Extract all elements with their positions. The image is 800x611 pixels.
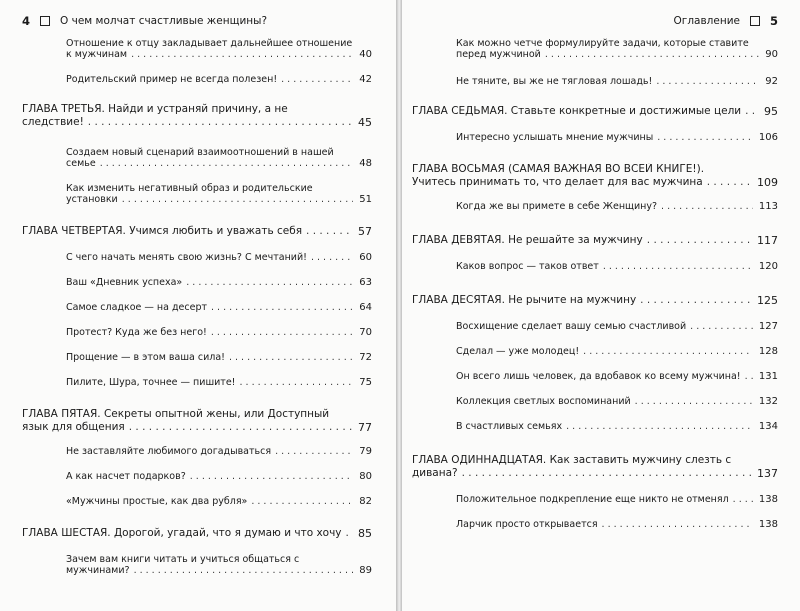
toc-entry-page-number: 63 <box>359 277 372 288</box>
toc-entry-title: ГЛАВА СЕДЬМАЯ. Ставьте конкретные и достижимые цели . . . <box>412 105 758 118</box>
toc-section-entry <box>22 38 372 60</box>
toc-entry-title: Восхищение сделает вашу семью счастливой . . . <box>456 321 753 332</box>
toc-entry-title: ГЛАВА ДЕСЯТАЯ. Не рычите на мужчину . . . <box>412 294 751 307</box>
toc-section-entry <box>22 327 372 338</box>
toc-section-entry <box>412 261 778 272</box>
toc-entry-page-number: 48 <box>359 158 372 169</box>
toc-entry-title: В счастливых семьях . . . <box>456 421 753 432</box>
toc-entry-title: Не заставляйте любимого догадываться . . . <box>66 446 353 457</box>
toc-entry-page-number: 40 <box>359 49 372 60</box>
toc-entry-page-number: 70 <box>359 327 372 338</box>
toc-entry-page-number: 89 <box>359 565 372 576</box>
toc-section-entry <box>412 421 778 432</box>
toc-section-entry <box>22 554 372 576</box>
toc-section-entry <box>22 377 372 388</box>
toc-entry-page-number: 77 <box>358 421 372 434</box>
toc-chapter-entry <box>412 454 778 480</box>
toc-entry-title: Создаем новый сценарий взаимоотношений в нашей семье . . . <box>66 147 353 169</box>
toc-entry-page-number: 117 <box>757 234 778 247</box>
toc-section-entry <box>22 74 372 85</box>
toc-section-entry <box>22 252 372 263</box>
toc-chapter-entry <box>412 163 778 189</box>
toc-entry-page-number: 127 <box>758 321 778 332</box>
square-ornament-icon <box>40 16 50 26</box>
toc-entry-page-number: 138 <box>758 494 778 505</box>
left-toc-list <box>22 38 372 576</box>
toc-entry-title: А как насчет подарков? . . . <box>66 471 353 482</box>
toc-entry-title: Он всего лишь человек, да вдобавок ко всему мужчина! . . . <box>456 371 753 382</box>
toc-entry-page-number: 85 <box>358 527 372 540</box>
toc-entry-page-number: 90 <box>765 49 778 60</box>
right-running-title: Оглавление <box>673 15 740 27</box>
toc-entry-title: Каков вопрос — таков ответ . . . <box>456 261 753 272</box>
toc-entry-page-number: 82 <box>359 496 372 507</box>
toc-section-entry <box>412 396 778 407</box>
toc-entry-page-number: 45 <box>358 116 372 129</box>
left-page-header <box>22 10 372 32</box>
toc-entry-title: С чего начать менять свою жизнь? С мечтаний! . . . <box>66 252 353 263</box>
toc-entry-page-number: 113 <box>758 201 778 212</box>
toc-entry-title: ГЛАВА ШЕСТАЯ. Дорогой, угадай, что я думаю и что хочу . . . <box>22 527 352 540</box>
toc-section-entry <box>22 147 372 169</box>
toc-entry-title: ГЛАВА ТРЕТЬЯ. Найди и устраняй причину, а не следствие! . . . <box>22 103 352 129</box>
toc-chapter-entry <box>22 103 372 129</box>
toc-section-entry <box>412 321 778 332</box>
right-toc-list <box>412 38 778 530</box>
toc-section-entry <box>22 496 372 507</box>
toc-entry-page-number: 125 <box>757 294 778 307</box>
toc-chapter-entry <box>22 225 372 238</box>
toc-entry-title: Как можно четче формулируйте задачи, которые ставите перед мужчиной . . . <box>456 38 759 60</box>
right-page-header <box>412 10 778 32</box>
left-page <box>0 0 398 611</box>
toc-entry-page-number: 134 <box>758 421 778 432</box>
toc-section-entry <box>22 471 372 482</box>
toc-entry-title: ГЛАВА ЧЕТВЕРТАЯ. Учимся любить и уважать себя . . . <box>22 225 352 238</box>
toc-entry-page-number: 75 <box>359 377 372 388</box>
toc-entry-page-number: 42 <box>359 74 372 85</box>
left-running-title: О чем молчат счастливые женщины? <box>60 15 268 27</box>
toc-entry-title: Интересно услышать мнение мужчины . . . <box>456 132 753 143</box>
toc-entry-page-number: 106 <box>758 132 778 143</box>
toc-entry-title: ГЛАВА ПЯТАЯ. Секреты опытной жены, или Доступный язык для общения . . . <box>22 408 352 434</box>
toc-entry-title: ГЛАВА ВОСЬМАЯ (САМАЯ ВАЖНАЯ ВО ВСЕЙ КНИГЕ!). Учитесь принимать то, что делает для вас мужчина . . . <box>412 163 751 189</box>
toc-entry-title: «Мужчины простые, как два рубля» . . . <box>66 496 353 507</box>
toc-entry-page-number: 51 <box>359 194 372 205</box>
toc-chapter-entry <box>412 105 778 118</box>
toc-section-entry <box>412 494 778 505</box>
toc-section-entry <box>412 201 778 212</box>
toc-entry-title: Зачем вам книги читать и учиться общаться с мужчинами? . . . <box>66 554 353 576</box>
toc-entry-page-number: 137 <box>757 467 778 480</box>
toc-entry-page-number: 79 <box>359 446 372 457</box>
toc-entry-page-number: 92 <box>765 76 778 87</box>
toc-entry-title: Не тяните, вы же не тягловая лошадь! . . . <box>456 76 759 87</box>
toc-section-entry <box>412 346 778 357</box>
toc-entry-page-number: 64 <box>359 302 372 313</box>
square-ornament-icon <box>750 16 760 26</box>
toc-section-entry <box>412 76 778 87</box>
toc-entry-page-number: 72 <box>359 352 372 363</box>
toc-entry-title: Положительное подкрепление еще никто не отменял . . . <box>456 494 753 505</box>
toc-entry-title: Родительский пример не всегда полезен! . . . <box>66 74 353 85</box>
toc-entry-title: Прощение — в этом ваша сила! . . . <box>66 352 353 363</box>
toc-entry-page-number: 60 <box>359 252 372 263</box>
toc-entry-title: ГЛАВА ОДИННАДЦАТАЯ. Как заставить мужчину слезть с дивана? . . . <box>412 454 751 480</box>
toc-section-entry <box>22 446 372 457</box>
toc-entry-page-number: 131 <box>758 371 778 382</box>
toc-entry-title: Пилите, Шура, точнее — пишите! . . . <box>66 377 353 388</box>
toc-entry-page-number: 128 <box>758 346 778 357</box>
toc-chapter-entry <box>412 294 778 307</box>
toc-section-entry <box>412 519 778 530</box>
toc-section-entry <box>412 371 778 382</box>
toc-section-entry <box>412 38 778 60</box>
toc-entry-page-number: 95 <box>764 105 778 118</box>
left-page-number: 4 <box>22 14 31 28</box>
toc-entry-page-number: 80 <box>359 471 372 482</box>
toc-entry-page-number: 132 <box>758 396 778 407</box>
toc-entry-title: Отношение к отцу закладывает дальнейшее отношение к мужчинам . . . <box>66 38 353 60</box>
toc-section-entry <box>22 302 372 313</box>
toc-entry-page-number: 120 <box>758 261 778 272</box>
toc-chapter-entry <box>22 527 372 540</box>
toc-entry-title: Когда же вы примете в себе Женщину? . . . <box>456 201 753 212</box>
right-page <box>402 0 800 611</box>
toc-entry-title: Ларчик просто открывается . . . <box>456 519 753 530</box>
toc-entry-title: Ваш «Дневник успеха» . . . <box>66 277 353 288</box>
toc-section-entry <box>22 277 372 288</box>
toc-entry-title: Сделал — уже молодец! . . . <box>456 346 753 357</box>
toc-section-entry <box>22 352 372 363</box>
toc-entry-page-number: 109 <box>757 176 778 189</box>
toc-entry-title: Протест? Куда же без него! . . . <box>66 327 353 338</box>
toc-entry-title: ГЛАВА ДЕВЯТАЯ. Не решайте за мужчину . . . <box>412 234 751 247</box>
toc-entry-title: Как изменить негативный образ и родительские установки . . . <box>66 183 353 205</box>
toc-entry-title: Самое сладкое — на десерт . . . <box>66 302 353 313</box>
toc-chapter-entry <box>412 234 778 247</box>
toc-section-entry <box>22 183 372 205</box>
toc-entry-title: Коллекция светлых воспоминаний . . . <box>456 396 753 407</box>
toc-entry-page-number: 138 <box>758 519 778 530</box>
right-page-number: 5 <box>769 14 778 28</box>
toc-entry-page-number: 57 <box>358 225 372 238</box>
toc-section-entry <box>412 132 778 143</box>
toc-chapter-entry <box>22 408 372 434</box>
